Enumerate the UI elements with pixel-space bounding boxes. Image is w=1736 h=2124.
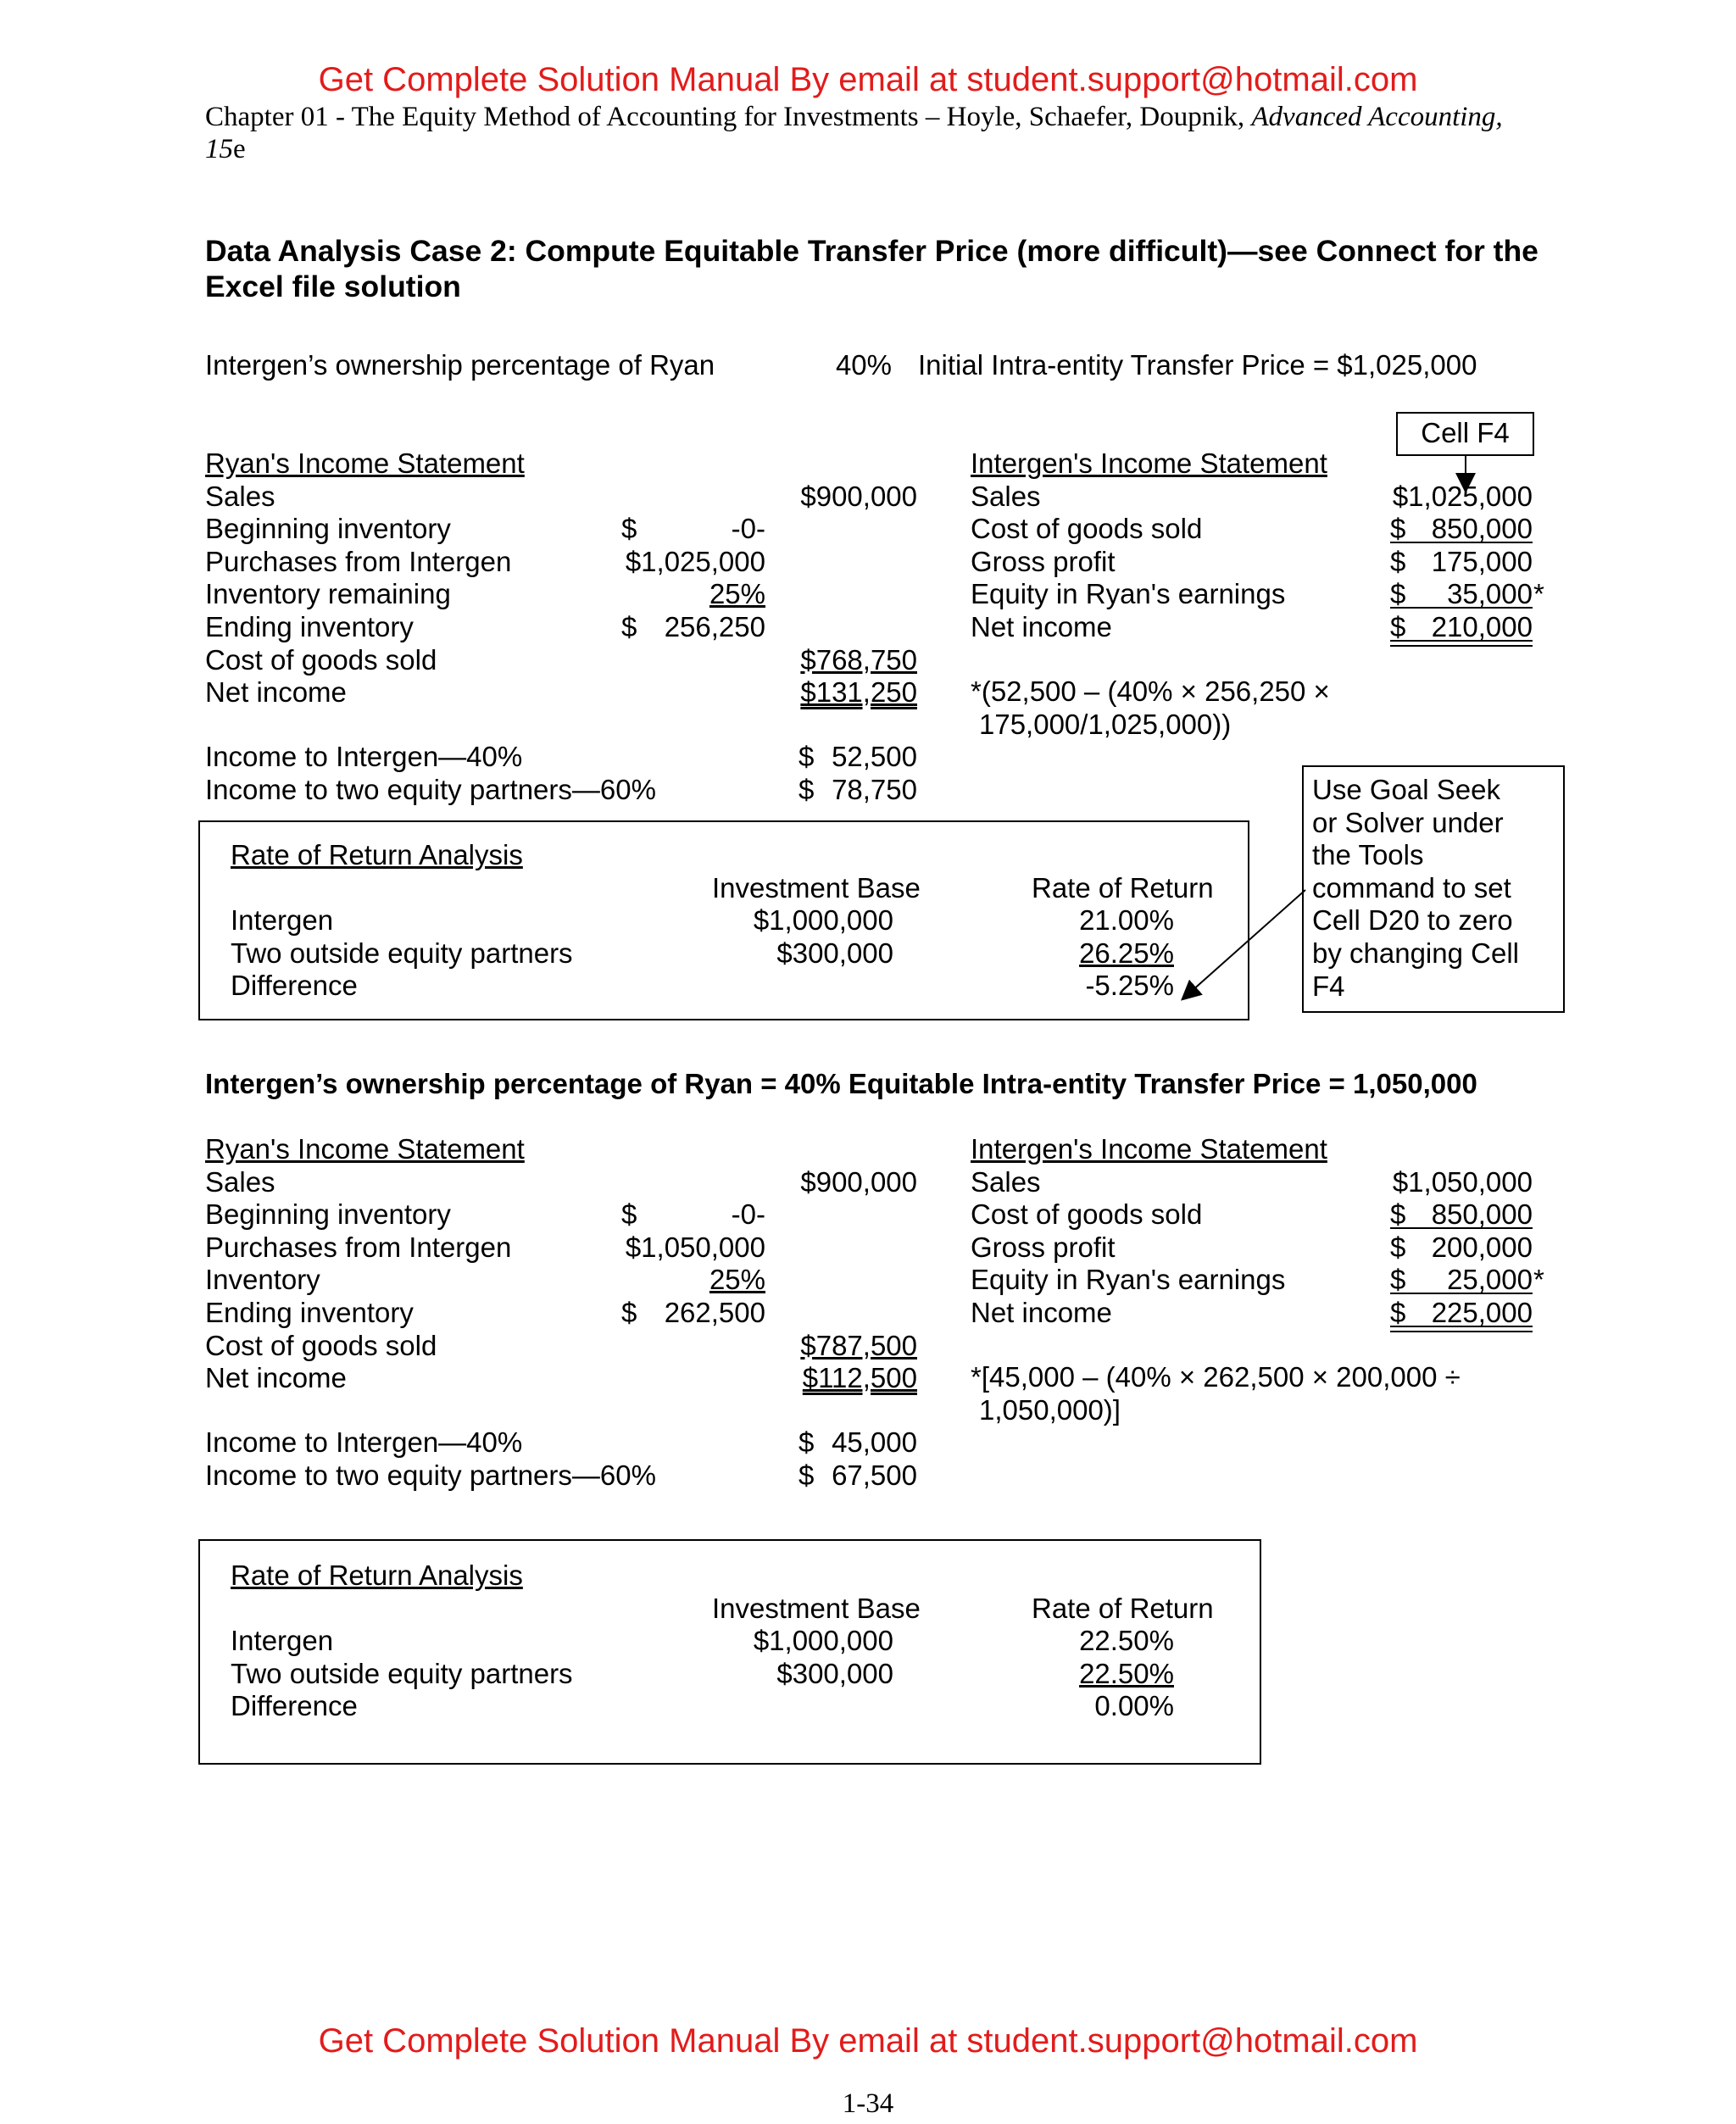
ryan-row-label: Cost of goods sold bbox=[205, 643, 437, 676]
underline bbox=[1390, 1293, 1533, 1294]
income-dollar: $ bbox=[798, 1426, 815, 1458]
intergen-statement-title: Intergen's Income Statement bbox=[971, 448, 1327, 479]
footnote2-line-1: *[45,000 – (40% × 262,500 × 200,000 ÷ bbox=[971, 1361, 1461, 1393]
ror-base: $300,000 bbox=[776, 937, 893, 969]
book-title: Advanced Accounting, bbox=[1251, 102, 1503, 132]
chapter-text: Chapter 01 - The Equity Method of Accounting for Investments – Hoyle, Schaefer, Doupnik, bbox=[205, 102, 1252, 132]
ryan-row-label: Cost of goods sold bbox=[205, 1329, 437, 1361]
solution-manual-banner-top: Get Complete Solution Manual By email at student.support@hotmail.com bbox=[318, 61, 1418, 98]
intergen-dollar: $ bbox=[1390, 545, 1406, 577]
goal-seek-line: or Solver under bbox=[1312, 806, 1504, 838]
income-amount: 78,750 bbox=[832, 773, 917, 805]
ryan-row-label: Net income bbox=[205, 676, 347, 709]
ror-row-label: Two outside equity partners bbox=[231, 1657, 573, 1689]
intergen-amount-cell bbox=[1390, 1264, 1533, 1297]
ror-rate: 26.25% bbox=[1079, 937, 1174, 969]
intergen-amount-cell bbox=[1390, 1198, 1533, 1232]
intergen-row-label: Net income bbox=[971, 611, 1112, 642]
intergen-amount: 210,000 bbox=[1431, 611, 1533, 642]
cell-f4-label: Cell F4 bbox=[1421, 417, 1510, 448]
intergen-row-label: Sales bbox=[971, 480, 1041, 512]
ryan-row-label: Purchases from Intergen bbox=[205, 545, 512, 577]
ror-header-rate: Rate of Return bbox=[1032, 1592, 1214, 1624]
intergen-amount-cell bbox=[1390, 1232, 1533, 1265]
income-dollar: $ bbox=[798, 741, 815, 772]
footnote2-line-2: 1,050,000)] bbox=[979, 1394, 1121, 1426]
ryan-statement-title: Ryan's Income Statement bbox=[205, 448, 525, 479]
intergen-row-label: Equity in Ryan's earnings bbox=[971, 578, 1286, 610]
ryan-amount: 262,500 bbox=[664, 1297, 765, 1328]
goal-seek-line: Use Goal Seek bbox=[1312, 774, 1500, 805]
intergen-dollar: $ bbox=[1390, 1297, 1406, 1328]
ror-row-label: Intergen bbox=[231, 904, 334, 937]
equitable-transfer-heading: Intergen’s ownership percentage of Ryan = 40% Equitable Intra-entity Transfer Price = 1,050,000 bbox=[205, 1068, 1477, 1099]
goal-seek-line: command to set bbox=[1312, 871, 1511, 904]
ryan-total: $112,500 bbox=[802, 1362, 917, 1394]
intergen-dollar: $ bbox=[1390, 1264, 1406, 1296]
intergen-amount-cell bbox=[1390, 1297, 1533, 1330]
ror-rate: 21.00% bbox=[1079, 904, 1174, 937]
intergen-amount: 850,000 bbox=[1431, 1198, 1533, 1231]
goal-seek-line: the Tools bbox=[1312, 839, 1424, 871]
intergen-amount: 850,000 bbox=[1431, 513, 1533, 545]
ryan-dollar-sign: $ bbox=[621, 611, 637, 642]
ror-header-base: Investment Base bbox=[712, 871, 921, 904]
ror-base: $300,000 bbox=[776, 1657, 893, 1689]
ryan-row-label: Ending inventory bbox=[205, 1297, 414, 1328]
ryan-total: $131,250 bbox=[800, 676, 917, 709]
ror-base: $1,000,000 bbox=[753, 1625, 893, 1657]
ryan-row-label: Beginning inventory bbox=[205, 513, 451, 545]
ryan-row-label: Sales bbox=[205, 480, 275, 512]
ror-rate: 22.50% bbox=[1079, 1625, 1174, 1657]
ryan-amount: $1,025,000 bbox=[625, 545, 765, 577]
ror-title: Rate of Return Analysis bbox=[231, 1560, 523, 1591]
ror-title: Rate of Return Analysis bbox=[231, 839, 523, 870]
intergen-amount: 175,000 bbox=[1431, 545, 1533, 577]
ror-header-base: Investment Base bbox=[712, 1592, 921, 1624]
income-label: Income to two equity partners—60% bbox=[205, 773, 656, 805]
income-dollar: $ bbox=[798, 1459, 815, 1491]
ryan-total: $787,500 bbox=[800, 1329, 917, 1361]
ror-rate: 22.50% bbox=[1079, 1657, 1174, 1689]
ryan-total: $900,000 bbox=[800, 1165, 917, 1198]
income-amount: 67,500 bbox=[832, 1459, 917, 1491]
ownership-value: 40% bbox=[835, 349, 892, 381]
intergen-dollar: $ bbox=[1390, 513, 1406, 545]
ryan-row-label: Net income bbox=[205, 1362, 347, 1394]
goal-seek-line: Cell D20 to zero bbox=[1312, 904, 1513, 937]
intergen-amount: 35,000 bbox=[1447, 578, 1533, 610]
solution-manual-banner-bottom: Get Complete Solution Manual By email at student.support@hotmail.com bbox=[318, 2022, 1418, 2060]
ryan-row-label: Beginning inventory bbox=[205, 1198, 451, 1231]
ryan-amount: 256,250 bbox=[664, 611, 765, 642]
income-label: Income to Intergen—40% bbox=[205, 1426, 523, 1458]
ryan-total: $900,000 bbox=[800, 480, 917, 512]
intergen-row-label: Equity in Ryan's earnings bbox=[971, 1264, 1286, 1296]
intergen-statement-title: Intergen's Income Statement bbox=[971, 1133, 1327, 1165]
initial-transfer-price: Initial Intra-entity Transfer Price = $1,025,000 bbox=[918, 349, 1477, 381]
intergen-row-label: Cost of goods sold bbox=[971, 1198, 1203, 1231]
footnote-line-1: *(52,500 – (40% × 256,250 × bbox=[971, 676, 1330, 707]
ryan-total: $768,750 bbox=[800, 643, 917, 676]
case-title: Data Analysis Case 2: Compute Equitable Transfer Price (more difficult)—see Connect for the Excel file solution bbox=[205, 234, 1538, 303]
intergen-dollar: $ bbox=[1390, 578, 1406, 610]
intergen-amount: 200,000 bbox=[1431, 1231, 1533, 1263]
intergen-amount: 225,000 bbox=[1431, 1297, 1533, 1328]
ryan-row-label: Sales bbox=[205, 1165, 275, 1198]
footnote-line-2: 175,000/1,025,000)) bbox=[979, 709, 1232, 740]
footnote-mark: * bbox=[1533, 578, 1544, 610]
intergen-amount: $1,025,000 bbox=[1392, 480, 1533, 512]
intergen-amount: 25,000 bbox=[1447, 1264, 1533, 1296]
ownership-label: Intergen’s ownership percentage of Ryan bbox=[205, 349, 715, 381]
edition-number: 15 bbox=[205, 134, 233, 164]
ryan-dollar-sign: $ bbox=[621, 1198, 637, 1231]
ror-rate: 0.00% bbox=[1094, 1690, 1174, 1722]
edition-suffix: e bbox=[233, 134, 246, 164]
ryan-amount: -0- bbox=[731, 513, 765, 545]
intergen-row-label: Cost of goods sold bbox=[971, 513, 1203, 545]
underline bbox=[1390, 1326, 1533, 1332]
intergen-dollar: $ bbox=[1390, 1198, 1406, 1231]
ryan-amount: $1,050,000 bbox=[625, 1231, 765, 1263]
ryan-row-label: Inventory remaining bbox=[205, 578, 451, 610]
ror-row-label: Difference bbox=[231, 970, 358, 1002]
income-label: Income to Intergen—40% bbox=[205, 741, 523, 772]
underline bbox=[1390, 1227, 1533, 1229]
income-amount: 52,500 bbox=[832, 741, 917, 772]
ror-row-label: Two outside equity partners bbox=[231, 937, 573, 969]
income-amount: 45,000 bbox=[832, 1426, 917, 1458]
ryan-amount: -0- bbox=[731, 1198, 765, 1231]
income-label: Income to two equity partners—60% bbox=[205, 1459, 656, 1491]
goal-seek-line: by changing Cell bbox=[1312, 937, 1519, 969]
intergen-row-label: Gross profit bbox=[971, 545, 1116, 577]
intergen-row-label: Gross profit bbox=[971, 1231, 1116, 1263]
intergen-amount: $1,050,000 bbox=[1392, 1165, 1533, 1198]
ryan-statement-title: Ryan's Income Statement bbox=[205, 1133, 525, 1165]
intergen-row-label: Sales bbox=[971, 1165, 1041, 1198]
income-dollar: $ bbox=[798, 773, 815, 805]
ryan-dollar-sign: $ bbox=[621, 1297, 637, 1328]
goal-seek-line: F4 bbox=[1312, 970, 1345, 1002]
footnote-mark: * bbox=[1533, 1264, 1544, 1296]
page-number: 1-34 bbox=[842, 2088, 894, 2119]
intergen-dollar: $ bbox=[1390, 1231, 1406, 1263]
ror-rate: -5.25% bbox=[1085, 970, 1174, 1002]
intergen-dollar: $ bbox=[1390, 611, 1406, 642]
ror-header-rate: Rate of Return bbox=[1032, 871, 1214, 904]
ryan-amount: 25% bbox=[709, 578, 765, 610]
ror-base: $1,000,000 bbox=[753, 904, 893, 937]
ryan-amount: 25% bbox=[709, 1264, 765, 1296]
arrow-to-difference bbox=[1183, 890, 1305, 998]
ryan-dollar-sign: $ bbox=[621, 513, 637, 545]
ror-row-label: Intergen bbox=[231, 1625, 334, 1657]
intergen-row-label: Net income bbox=[971, 1297, 1112, 1328]
ryan-row-label: Inventory bbox=[205, 1264, 320, 1296]
ryan-row-label: Ending inventory bbox=[205, 611, 414, 642]
ryan-row-label: Purchases from Intergen bbox=[205, 1231, 512, 1263]
ror-row-label: Difference bbox=[231, 1690, 358, 1722]
